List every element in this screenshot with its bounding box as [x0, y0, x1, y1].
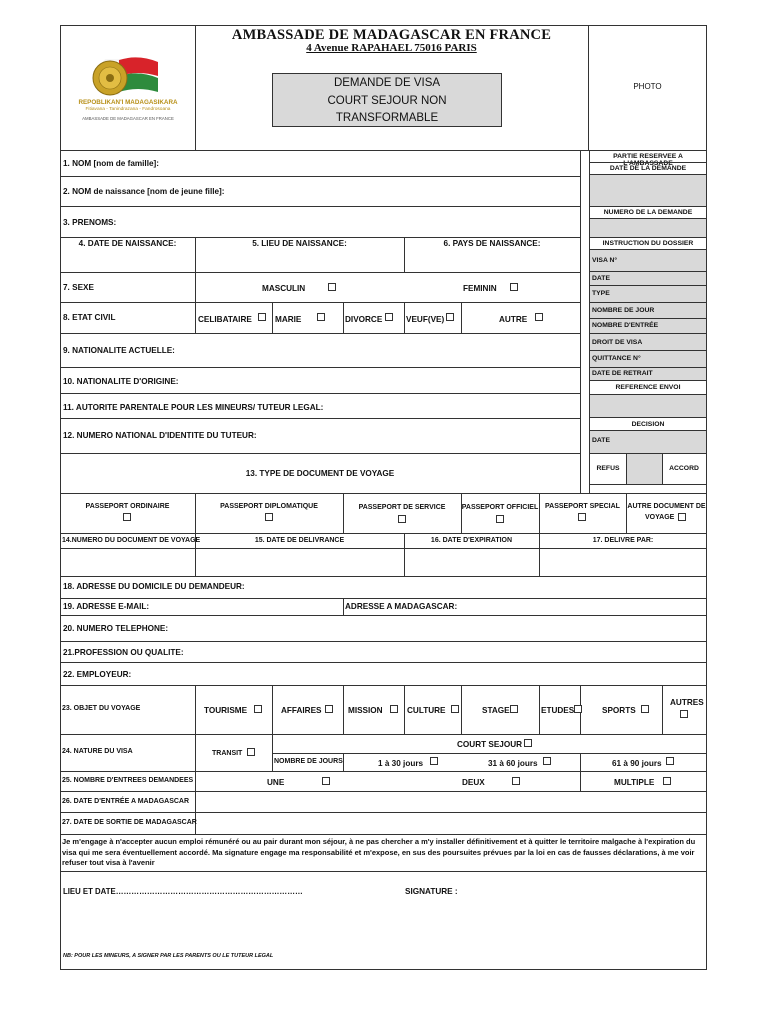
- divider: [60, 734, 707, 735]
- label-tourisme: TOURISME: [204, 706, 248, 715]
- divider: [60, 418, 580, 419]
- checkbox-etudes[interactable]: [574, 705, 582, 713]
- checkbox-31-60-jours[interactable]: [543, 757, 551, 765]
- field-objet-voyage: 23. OBJET DU VOYAGE: [62, 705, 141, 712]
- label-divorce: DIVORCE: [345, 315, 383, 324]
- label-feminin: FEMININ: [463, 284, 497, 293]
- field-numero-document: 14.NUMERO DU DOCUMENT DE VOYAGE: [62, 537, 201, 544]
- label-passeport-special: PASSEPORT SPECIAL: [545, 503, 620, 510]
- divider: [589, 484, 706, 485]
- checkbox-celibataire[interactable]: [258, 313, 266, 321]
- divider: [580, 771, 581, 791]
- divider: [60, 598, 707, 599]
- divider: [343, 493, 344, 533]
- divider: [589, 237, 706, 238]
- checkbox-divorce[interactable]: [385, 313, 393, 321]
- field-nom: 1. NOM [nom de famille]:: [63, 159, 159, 168]
- divider: [60, 685, 707, 686]
- sidebar-date: DATE: [592, 275, 610, 282]
- field-type-document: 13. TYPE DE DOCUMENT DE VOYAGE: [245, 469, 395, 478]
- divider: [580, 753, 581, 771]
- divider: [60, 771, 707, 772]
- label-passeport-diplomatique: PASSEPORT DIPLOMATIQUE: [220, 503, 318, 510]
- divider: [272, 302, 273, 333]
- label-nombre-jours: NOMBRE DE JOURS: [274, 758, 343, 765]
- logo-motto: Fitiavana - Tanindrazana - Fandrosoana: [85, 107, 171, 112]
- field-date-sortie: 27. DATE DE SORTIE DE MADAGASCAR: [62, 819, 197, 826]
- divider: [60, 812, 707, 813]
- checkbox-61-90-jours[interactable]: [666, 757, 674, 765]
- divider: [272, 685, 273, 734]
- divider: [589, 206, 706, 207]
- sidebar-accord: ACCORD: [669, 465, 699, 472]
- checkbox-une[interactable]: [322, 777, 330, 785]
- checkbox-passeport-ordinaire[interactable]: [123, 513, 131, 521]
- divider: [60, 272, 580, 273]
- divider: [589, 162, 706, 163]
- divider: [404, 685, 405, 734]
- checkbox-court-sejour[interactable]: [524, 739, 532, 747]
- checkbox-transit[interactable]: [247, 748, 255, 756]
- field-lieu-naissance: 5. LIEU DE NAISSANCE:: [252, 239, 347, 248]
- divider: [60, 453, 580, 454]
- label-31-60-jours: 31 à 60 jours: [488, 759, 538, 768]
- label-stage: STAGE: [482, 706, 510, 715]
- divider: [589, 380, 706, 381]
- checkbox-deux[interactable]: [512, 777, 520, 785]
- divider: [60, 237, 580, 238]
- logo-subtitle: AMBASSADE DE MADAGASCAR EN FRANCE: [82, 116, 174, 121]
- checkbox-passeport-service[interactable]: [398, 515, 406, 523]
- divider: [60, 641, 707, 642]
- sidebar-date-demande: DATE DE LA DEMANDE: [609, 165, 687, 172]
- divider: [60, 367, 580, 368]
- divider: [60, 393, 580, 394]
- divider: [60, 791, 707, 792]
- divider: [60, 834, 707, 835]
- field-adresse-domicile: 18. ADRESSE DU DOMICILE DU DEMANDEUR:: [63, 582, 245, 591]
- checkbox-mission[interactable]: [390, 705, 398, 713]
- divider: [60, 176, 580, 177]
- form-title-line: TRANSFORMABLE: [335, 112, 439, 124]
- label-61-90-jours: 61 à 90 jours: [612, 759, 662, 768]
- republic-logo: [63, 42, 193, 132]
- label-autres: AUTRES: [670, 698, 704, 707]
- label-masculin: MASCULIN: [262, 284, 306, 293]
- divider: [60, 533, 707, 534]
- label-autre-document: VOYAGE: [645, 514, 675, 521]
- field-lieu-date: LIEU ET DATE………………………………………………………………: [63, 887, 303, 896]
- divider: [60, 871, 707, 872]
- label-sports: SPORTS: [602, 706, 636, 715]
- field-delivre-par: 17. DELIVRE PAR:: [592, 537, 654, 544]
- field-adresse-email: 19. ADRESSE E-MAIL:: [63, 602, 150, 611]
- divider: [272, 753, 707, 754]
- sidebar-nombre-jour: NOMBRE DE JOUR: [592, 307, 655, 314]
- divider: [580, 150, 581, 493]
- checkbox-masculin[interactable]: [328, 283, 336, 291]
- checkbox-marie[interactable]: [317, 313, 325, 321]
- field-profession: 21.PROFESSION OU QUALITE:: [63, 648, 184, 657]
- field-prenoms: 3. PRENOMS:: [63, 218, 117, 227]
- field-etat-civil: 8. ETAT CIVIL: [63, 313, 116, 322]
- label-court-sejour: COURT SEJOUR: [457, 740, 523, 749]
- divider: [343, 598, 344, 615]
- sidebar-quittance: QUITTANCE N°: [592, 355, 641, 362]
- photo-label: PHOTO: [633, 82, 662, 91]
- field-telephone: 20. NUMERO TELEPHONE:: [63, 624, 169, 633]
- label-passeport-ordinaire: PASSEPORT ORDINAIRE: [85, 503, 170, 510]
- divider: [195, 493, 196, 533]
- field-signature: SIGNATURE :: [405, 887, 458, 896]
- checkbox-autre-document[interactable]: [678, 513, 686, 521]
- form-title-line: COURT SEJOUR NON: [327, 94, 447, 107]
- divider: [195, 272, 196, 333]
- checkbox-autres[interactable]: [680, 710, 688, 718]
- field-nombre-entrees: 25. NOMBRE D'ENTREES DEMANDEES: [62, 777, 194, 784]
- field-nom-naissance: 2. NOM de naissance [nom de jeune fille]:: [63, 187, 225, 196]
- checkbox-passeport-diplomatique[interactable]: [265, 513, 273, 521]
- input-refus[interactable]: [627, 454, 662, 484]
- declaration-text: Je m'engage à n'accepter aucun emploi rémunéré ou au pair durant mon séjour, à ne pas chercher a m'y installer définitivement et à quitter le territoire malgache à l'expiration du visa qui me sera éventuellement accordé. Ma signature engage ma responsabilité et m'expose, en sus des poursuites prévues par la loi en cas de fausses déclarations, à me voir refuser tout visa à l'avenir: [62, 837, 696, 867]
- form-title-line: DEMANDE DE VISA: [333, 77, 441, 89]
- field-date-entree: 26. DATE D'ENTRÉE A MADAGASCAR: [62, 798, 190, 805]
- label-autre: AUTRE: [499, 315, 528, 324]
- checkbox-affaires[interactable]: [325, 705, 333, 713]
- label-etudes: ETUDES: [541, 706, 575, 715]
- divider: [461, 685, 462, 734]
- divider: [343, 753, 344, 771]
- divider: [195, 771, 196, 791]
- checkbox-culture[interactable]: [451, 705, 459, 713]
- field-pays-naissance: 6. PAYS DE NAISSANCE:: [443, 239, 541, 248]
- divider: [706, 150, 707, 493]
- divider: [60, 206, 580, 207]
- label-1-30-jours: 1 à 30 jours: [378, 759, 424, 768]
- field-date-naissance: 4. DATE DE NAISSANCE:: [78, 239, 177, 248]
- label-marie: MARIE: [275, 315, 302, 324]
- field-date-delivrance: 15. DATE DE DELIVRANCE: [254, 537, 345, 544]
- divider: [195, 734, 196, 771]
- input-reference-envoi[interactable]: [590, 395, 706, 417]
- checkbox-sports[interactable]: [641, 705, 649, 713]
- sidebar-date-retrait: DATE DE RETRAIT: [592, 370, 653, 377]
- label-culture: CULTURE: [407, 706, 446, 715]
- divider: [461, 302, 462, 333]
- field-nationalite-origine: 10. NATIONALITE D'ORIGINE:: [63, 377, 179, 386]
- embassy-address: 4 Avenue RAPAHAEL 75016 PARIS: [306, 42, 477, 54]
- divider: [626, 493, 627, 533]
- divider: [662, 685, 663, 734]
- checkbox-feminin[interactable]: [510, 283, 518, 291]
- embassy-title: AMBASSADE DE MADAGASCAR EN FRANCE: [231, 27, 552, 43]
- label-autre-document: AUTRE DOCUMENT DE: [627, 503, 706, 510]
- input-numero-demande[interactable]: [590, 219, 706, 237]
- minors-note: NB: POUR LES MINEURS, A SIGNER PAR LES PARENTS OU LE TUTEUR LEGAL: [63, 953, 274, 959]
- sidebar-reference-envoi: REFERENCE ENVOI: [615, 384, 681, 391]
- divider: [60, 333, 580, 334]
- divider: [60, 302, 580, 303]
- sidebar-droit-visa: DROIT DE VISA: [592, 339, 643, 346]
- sidebar-visa-n: VISA N°: [592, 257, 618, 264]
- field-sexe: 7. SEXE: [63, 283, 94, 292]
- checkbox-autre[interactable]: [535, 313, 543, 321]
- label-mission: MISSION: [348, 706, 383, 715]
- sidebar-partie-reservee: PARTIE RESERVEE A L'AMBASSADE: [613, 153, 683, 167]
- divider: [60, 576, 707, 577]
- divider: [404, 302, 405, 333]
- sidebar-decision: DECISION: [631, 421, 665, 428]
- divider: [272, 734, 273, 771]
- field-adresse-madagascar: ADRESSE A MADAGASCAR:: [345, 602, 458, 611]
- label-passeport-officiel: PASSEPORT OFFICIEL: [461, 504, 539, 511]
- field-nature-visa: 24. NATURE DU VISA: [62, 748, 133, 755]
- checkbox-veuf[interactable]: [446, 313, 454, 321]
- field-employeur: 22. EMPLOYEUR:: [63, 670, 132, 679]
- sidebar-type: TYPE: [592, 290, 610, 297]
- field-nationalite-actuelle: 9. NATIONALITE ACTUELLE:: [63, 346, 175, 355]
- divider: [343, 685, 344, 734]
- field-date-expiration: 16. DATE D'EXPIRATION: [430, 537, 513, 544]
- divider: [60, 662, 707, 663]
- label-deux: DEUX: [462, 778, 485, 787]
- divider: [195, 685, 196, 734]
- checkbox-stage[interactable]: [510, 705, 518, 713]
- divider: [60, 150, 707, 151]
- sidebar-refus: REFUS: [596, 465, 620, 472]
- logo-title: REPOBLIKAN'I MADAGASIKARA: [78, 99, 178, 106]
- checkbox-1-30-jours[interactable]: [430, 757, 438, 765]
- field-numero-identite: 12. NUMERO NATIONAL D'IDENTITE DU TUTEUR:: [63, 431, 257, 440]
- input-date-demande[interactable]: [590, 175, 706, 206]
- label-celibataire: CELIBATAIRE: [198, 315, 252, 324]
- checkbox-multiple[interactable]: [663, 777, 671, 785]
- checkbox-passeport-special[interactable]: [578, 513, 586, 521]
- label-affaires: AFFAIRES: [281, 706, 322, 715]
- label-multiple: MULTIPLE: [614, 778, 655, 787]
- divider: [60, 548, 707, 549]
- divider: [461, 493, 462, 533]
- divider: [589, 417, 706, 418]
- sidebar-instruction: INSTRUCTION DU DOSSIER: [602, 240, 694, 247]
- form-title-box: [272, 73, 502, 127]
- divider: [539, 493, 540, 533]
- checkbox-passeport-officiel[interactable]: [496, 515, 504, 523]
- sidebar-date2: DATE: [592, 437, 610, 444]
- checkbox-tourisme[interactable]: [254, 705, 262, 713]
- sidebar-numero-demande: NUMERO DE LA DEMANDE: [603, 209, 693, 216]
- divider: [60, 493, 707, 494]
- divider: [60, 615, 707, 616]
- sidebar-nombre-entree: NOMBRE D'ENTRÉE: [592, 322, 659, 329]
- field-autorite-parentale: 11. AUTORITE PARENTALE POUR LES MINEURS/ TUTEUR LEGAL:: [63, 403, 324, 412]
- label-transit: TRANSIT: [212, 750, 243, 757]
- label-passeport-service: PASSEPORT DE SERVICE: [358, 504, 446, 511]
- divider: [539, 685, 540, 734]
- divider: [343, 302, 344, 333]
- label-veuf: VEUF(VE): [406, 315, 445, 324]
- label-une: UNE: [267, 778, 285, 787]
- divider: [195, 791, 196, 834]
